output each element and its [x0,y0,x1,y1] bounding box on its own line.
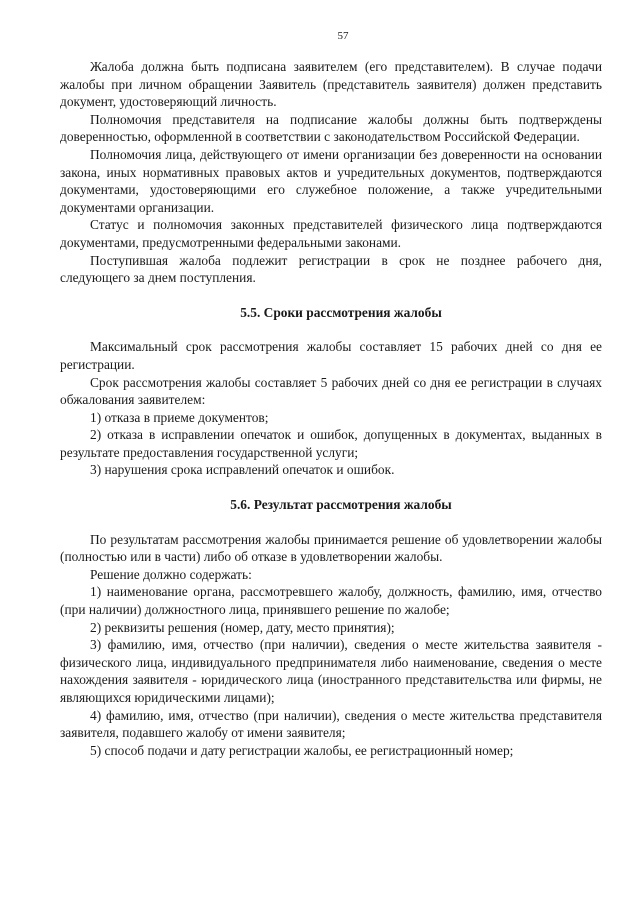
list-item-authority-name: 1) наименование органа, рассмотревшего жалобу, должность, фамилию, имя, отчество (при наличии) должностного лица, принявшего решение по жалобе; [60,584,602,618]
paragraph-legal-representatives: Статус и полномочия законных представителей физического лица подтверждаются документами, предусмотренными федеральными законами. [60,217,602,250]
paragraph-registration-deadline: Поступившая жалоба подлежит регистрации в срок не позднее рабочего дня, следующего за днем поступления. [60,252,602,286]
paragraph-representative-authority: Полномочия представителя на подписание жалобы должны быть подтверждены доверенностью, оформленной в соответствии с законодательством Российской Федерации. [60,111,602,145]
paragraph-short-term: Срок рассмотрения жалобы составляет 5 рабочих дней со дня ее регистрации в случаях обжалования заявителем: [60,374,602,408]
list-item-refusal-acceptance: 1) отказа в приеме документов; [90,409,269,425]
list-item-deadline-violation: 3) нарушения срока исправлений опечаток и ошибок. [90,462,395,478]
section-heading-5-6: 5.6. Результат рассмотрения жалобы [230,497,452,513]
paragraph-max-term: Максимальный срок рассмотрения жалобы составляет 15 рабочих дней со дня ее регистрации. [60,339,602,372]
list-item-submission-method: 5) способ подачи и дату регистрации жалобы, ее регистрационный номер; [90,742,514,758]
list-item-refusal-correction: 2) отказа в исправлении опечаток и ошибок, допущенных в документах, выданных в результате предоставления государственной услуги; [60,427,602,460]
paragraph-signature: Жалоба должна быть подписана заявителем (его представителем). В случае подачи жалобы при личном обращении Заявитель (представитель заявителя) должен представить документ, удостоверяющий личность. [60,59,602,110]
list-item-representative-info: 4) фамилию, имя, отчество (при наличии), сведения о месте жительства представителя заявителя, подавшего жалобу от имени заявителя; [60,707,602,741]
paragraph-organization-authority: Полномочия лица, действующего от имени организации без доверенности на основании закона, иных нормативных правовых актов и учредительных документов, подтверждаются документами, удостоверяющими его служебное положение, а также учредительными документами организации. [60,146,602,215]
list-item-decision-details: 2) реквизиты решения (номер, дату, место принятия); [90,619,395,635]
page-number: 57 [337,30,349,42]
paragraph-decision-contents: Решение должно содержать: [90,566,252,582]
paragraph-decision-result: По результатам рассмотрения жалобы принимается решение об удовлетворении жалобы (полностью или в части) либо об отказе в удовлетворении жалобы. [60,531,602,565]
section-heading-5-5: 5.5. Сроки рассмотрения жалобы [240,304,442,320]
list-item-applicant-info: 3) фамилию, имя, отчество (при наличии), сведения о месте жительства заявителя - физического лица, индивидуального предпринимателя либо наименование, сведения о месте нахождения заявителя - юридического лица (иностранного представительства или фирмы, не являющихся юридическими лицами); [60,637,602,705]
